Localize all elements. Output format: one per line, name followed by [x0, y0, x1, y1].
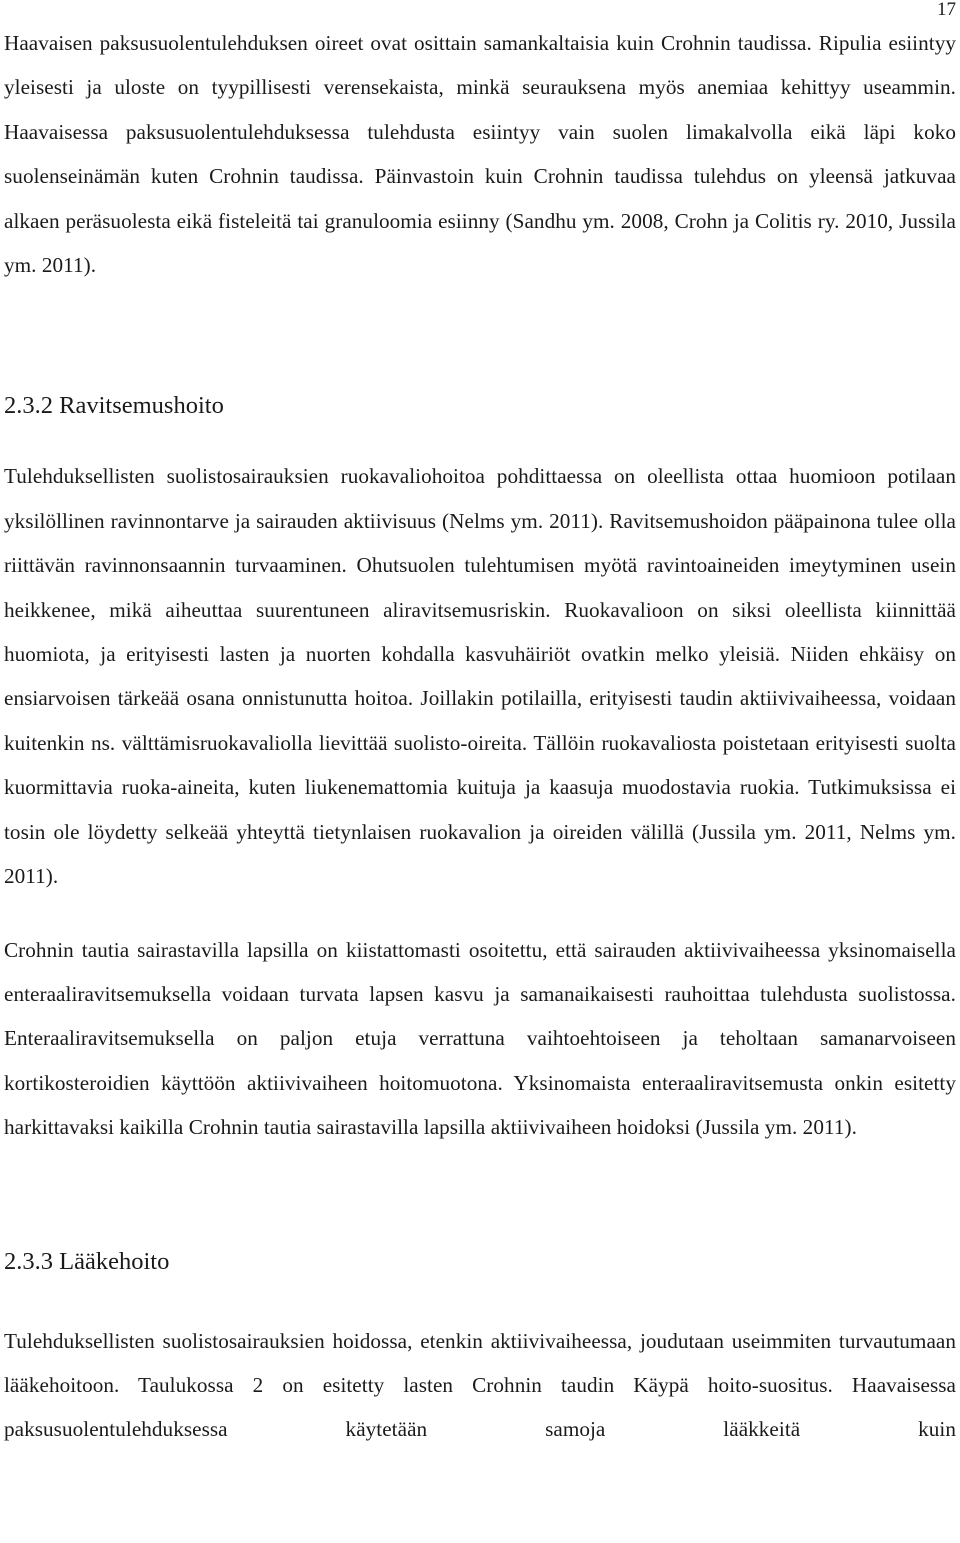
section-heading-laakehoito: 2.3.3 Lääkehoito: [4, 1247, 170, 1275]
page-content: [4, 21, 956, 1452]
page-number: 17: [937, 0, 956, 20]
intro-paragraph: Haavaisen paksusuolentulehduksen oireet ovat osittain samankaltaisia kuin Crohnin taudissa. Ripulia esiintyy yleisesti ja uloste on tyypillisesti verensekaista, minkä seurauksena myös anemiaa kehittyy useammin. Haavaisessa paksusuolentulehduksessa tulehdusta esiintyy vain suolen limakalvolla eikä läpi koko suolenseinämän kuten Crohnin taudissa. Päinvastoin kuin Crohnin taudissa tulehdus on yleensä jatkuvaa alkaen peräsuolesta eikä fisteleitä tai granuloomia esiinny (Sandhu ym. 2008, Crohn ja Colitis ry. 2010, Jussila ym. 2011).: [4, 31, 956, 278]
ravitsemushoito-paragraph-2: Crohnin tautia sairastavilla lapsilla on kiistattomasti osoitettu, että sairauden aktiivivaiheessa yksinomaisella enteraaliravitsemuksella voidaan turvata lapsen kasvu ja samanaikaisesti rauhoittaa tulehdusta suolistossa. Enteraaliravitsemuksella on paljon etuja verrattuna vaihtoehtoiseen ja teholtaan samanarvoiseen kortikosteroidien käyttöön aktiivivaiheen hoitomuotona. Yksinomaista enteraaliravitsemusta onkin esitetty harkittavaksi kaikilla Crohnin tautia sairastavilla lapsilla aktiivivaiheen hoidoksi (Jussila ym. 2011).: [4, 937, 956, 1140]
ravitsemushoito-paragraph-1: Tulehduksellisten suolistosairauksien ruokavaliohoitoa pohdittaessa on oleellista ottaa huomioon potilaan yksilöllinen ravinnontarve ja sairauden aktiivisuus (Nelms ym. 2011). Ravitsemushoidon pääpainona tulee olla riittävän ravinnonsaannin turvaaminen. Ohutsuolen tulehtumisen myötä ravintoaineiden imeytyminen usein heikkenee, mikä aiheuttaa suurentuneen aliravitsemusriskin. Ruokavalioon on siksi oleellista kiinnittää huomiota, ja erityisesti lasten ja nuorten kohdalla kasvuhäiriöt ovatkin melko yleisiä. Niiden ehkäisy on ensiarvoisen tärkeää osana onnistunutta hoitoa. Joillakin potilailla, erityisesti taudin aktiivivaiheessa, voidaan kuitenkin ns. välttämisruokavaliolla lievittää suolisto-oireita. Tällöin ruokavaliosta poistetaan erityisesti suolta kuormittavia ruoka-aineita, kuten liukenemattomia kuituja ja kaasuja muodostavia ruokia. Tutkimuksissa ei tosin ole löydetty selkeää yhteyttä tietynlaisen ruokavalion ja oireiden välillä (Jussila ym. 2011, Nelms ym. 2011).: [4, 464, 956, 889]
section-heading-ravitsemushoito: 2.3.2 Ravitsemushoito: [4, 392, 224, 420]
laakehoito-paragraph-1: Tulehduksellisten suolistosairauksien hoidossa, etenkin aktiivivaiheessa, joudutaan useimmiten turvautumaan lääkehoitoon. Taulukossa 2 on esitetty lasten Crohnin taudin Käypä hoito-suositus. Haavaisessa paksusuolentulehduksessa käytetään samoja lääkkeitä kuin: [4, 1328, 956, 1442]
